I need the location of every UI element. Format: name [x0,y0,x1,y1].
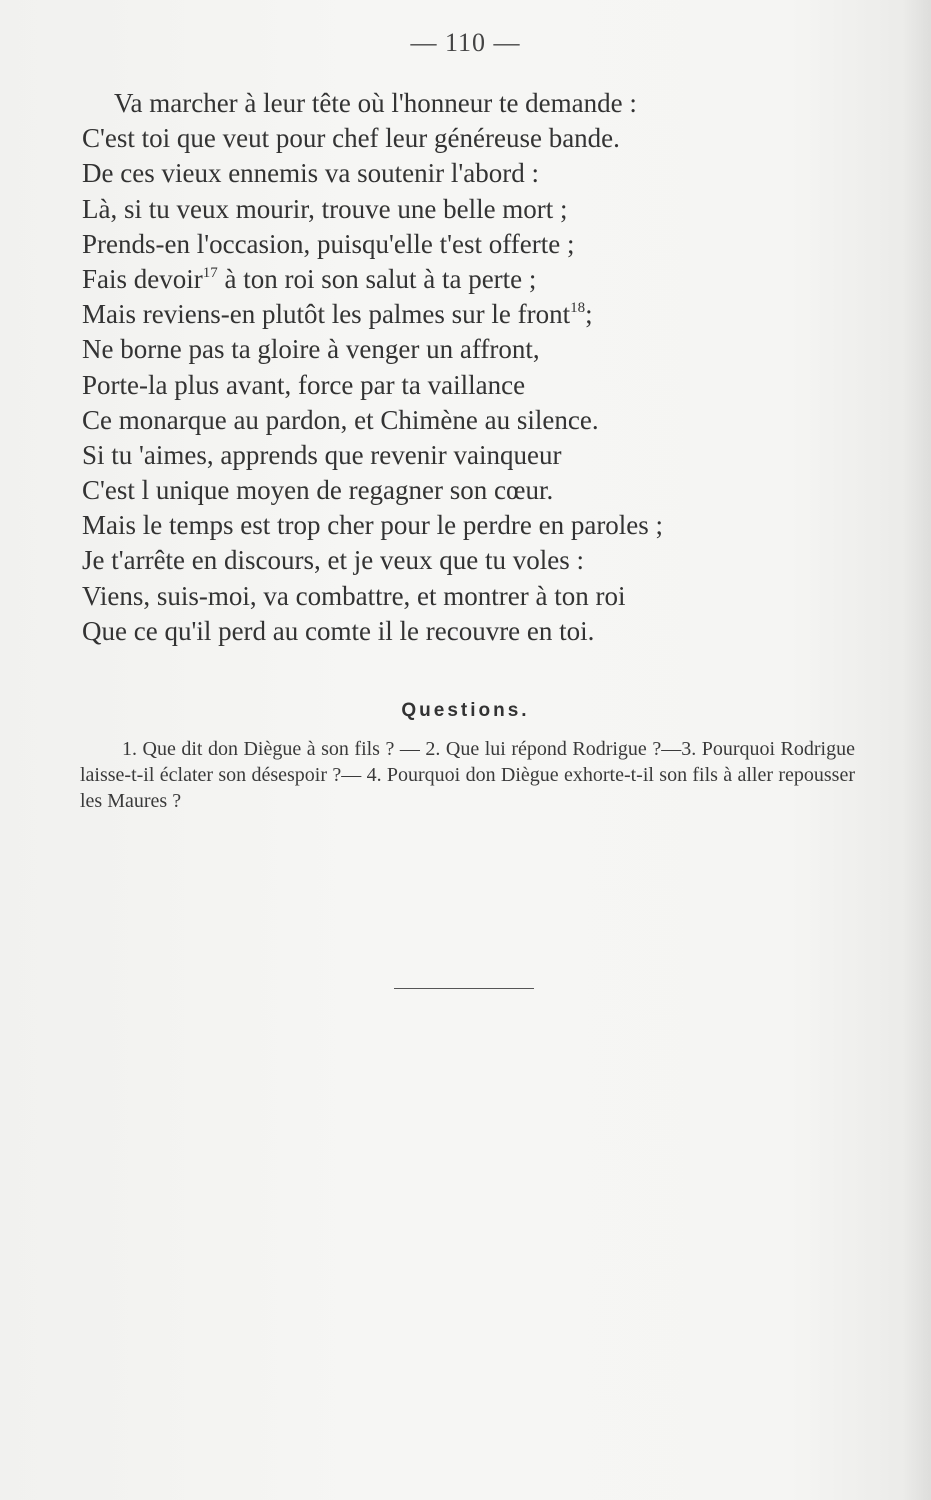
verse-line: Ce monarque au pardon, et Chimène au silence. [82,404,599,435]
verse-line: C'est l unique moyen de regagner son cœur. [82,475,554,506]
questions-heading: Questions. [401,700,530,721]
verse-line: Mais le temps est trop cher pour le perdre en paroles ; [82,510,664,541]
verse-line-with-note [82,297,862,332]
footnote-marker: 18 [570,300,586,317]
verse-line: C'est toi que veut pour chef leur généreuse bande. [82,123,620,154]
verse-text: Mais reviens-en plutôt les palmes sur le front [82,299,571,330]
section-divider [394,988,534,989]
verse-text: à ton roi son salut à ta perte ; [224,263,537,294]
verse-text: ; [585,299,593,330]
verse-line: Prends-en l'occasion, puisqu'elle t'est offerte ; [82,228,575,259]
verse-line: Je t'arrête en discours, et je veux que tu voles : [82,545,584,576]
footnote-marker: 17 [202,264,218,281]
page-number: — 110 — [410,28,521,57]
page-edge-shadow [903,0,931,1500]
verse-line: Ne borne pas ta gloire à venger un affront, [82,334,540,365]
verse-line: Là, si tu veux mourir, trouve une belle mort ; [82,193,568,224]
verse-line: Viens, suis-moi, va combattre, et montrer à ton roi [82,580,626,611]
verse-text: Fais devoir [82,263,203,294]
verse-line: Porte-la plus avant, force par ta vaillance [82,369,526,400]
verse-line: Si tu 'aimes, apprends que revenir vainqueur [82,439,562,470]
verse-line: De ces vieux ennemis va soutenir l'abord : [82,158,539,189]
verse-line: Va marcher à leur tête où l'honneur te demande : [114,88,637,118]
verse-block [82,86,862,649]
questions-paragraph: 1. Que dit don Diègue à son fils ? — 2. Que lui répond Rodrigue ?—3. Pourquoi Rodrigue laisse-t-il éclater son désespoir ?— 4. Pourquoi don Diègue exhorte-t-il son fils à aller repousser les Maures ? [80,738,855,812]
verse-line-with-note [82,262,862,297]
verse-line: Que ce qu'il perd au comte il le recouvre en toi. [82,615,595,646]
